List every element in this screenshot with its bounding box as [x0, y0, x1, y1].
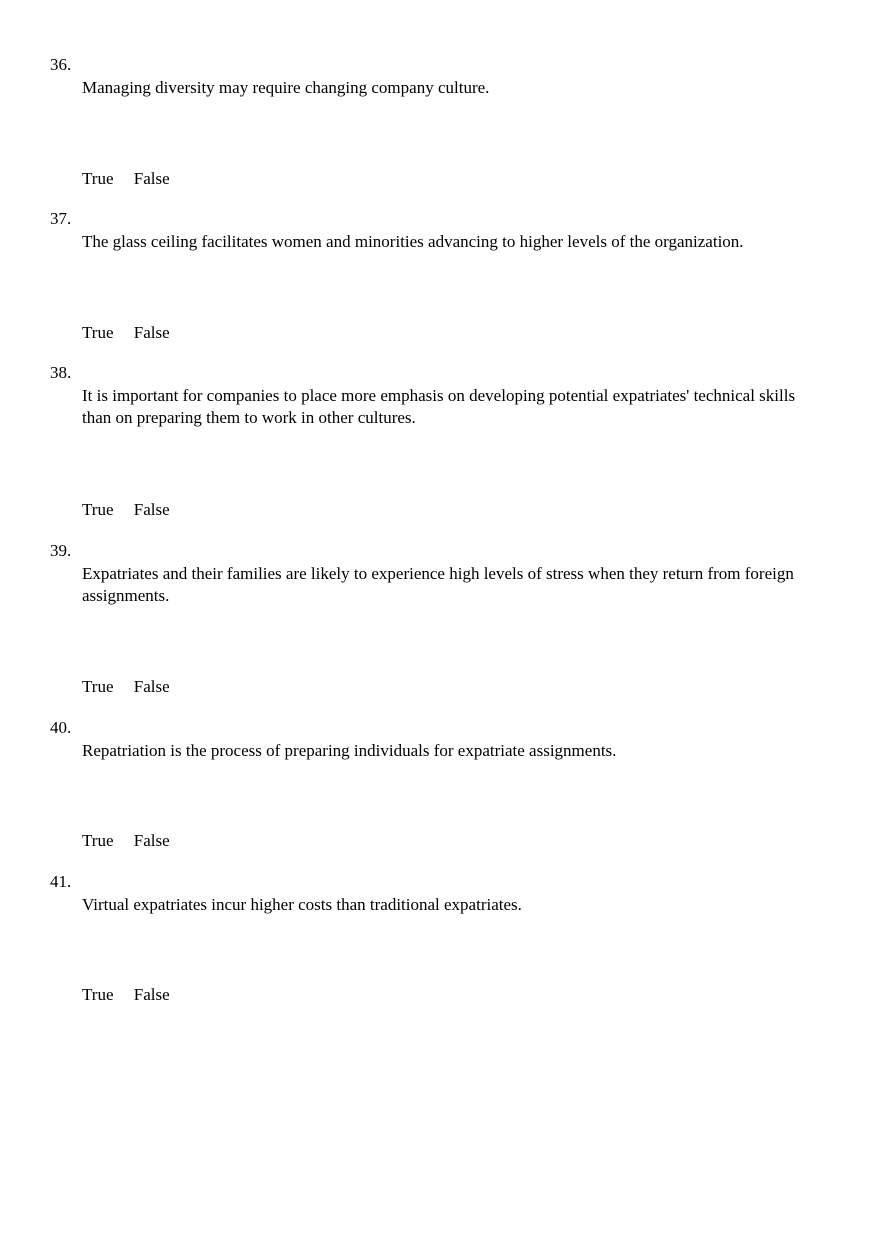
option-false[interactable]: False — [133, 677, 170, 696]
question-number: 41. — [50, 872, 72, 891]
question-text: Virtual expatriates incur higher costs than traditional expatriates. — [82, 895, 522, 914]
question-text: The glass ceiling facilitates women and minorities advancing to higher levels of the organization. — [82, 232, 744, 251]
option-true[interactable]: True — [82, 500, 114, 519]
question-number: 37. — [50, 209, 72, 228]
question-text: Expatriates and their families are likely to experience high levels of stress when they return from foreign assignments. — [82, 564, 794, 605]
option-false[interactable]: False — [133, 985, 170, 1004]
answer-options — [82, 830, 170, 852]
answer-options — [82, 984, 170, 1006]
answer-options — [82, 168, 170, 190]
question-text: Managing diversity may require changing company culture. — [82, 78, 490, 97]
question-text: Repatriation is the process of preparing individuals for expatriate assignments. — [82, 741, 617, 760]
option-false[interactable]: False — [133, 169, 170, 188]
option-true[interactable]: True — [82, 831, 114, 850]
option-false[interactable]: False — [133, 831, 170, 850]
answer-options — [82, 499, 170, 521]
option-true[interactable]: True — [82, 169, 114, 188]
question-text: It is important for companies to place more emphasis on developing potential expatriates' technical skills than on preparing them to work in other cultures. — [82, 386, 796, 427]
answer-options — [82, 676, 170, 698]
question-number: 39. — [50, 541, 72, 560]
option-false[interactable]: False — [133, 500, 170, 519]
option-true[interactable]: True — [82, 677, 114, 696]
answer-options — [82, 322, 170, 344]
option-false[interactable]: False — [133, 323, 170, 342]
question-number: 40. — [50, 718, 72, 737]
question-number: 38. — [50, 363, 72, 382]
question-number: 36. — [50, 55, 72, 74]
option-true[interactable]: True — [82, 985, 114, 1004]
option-true[interactable]: True — [82, 323, 114, 342]
